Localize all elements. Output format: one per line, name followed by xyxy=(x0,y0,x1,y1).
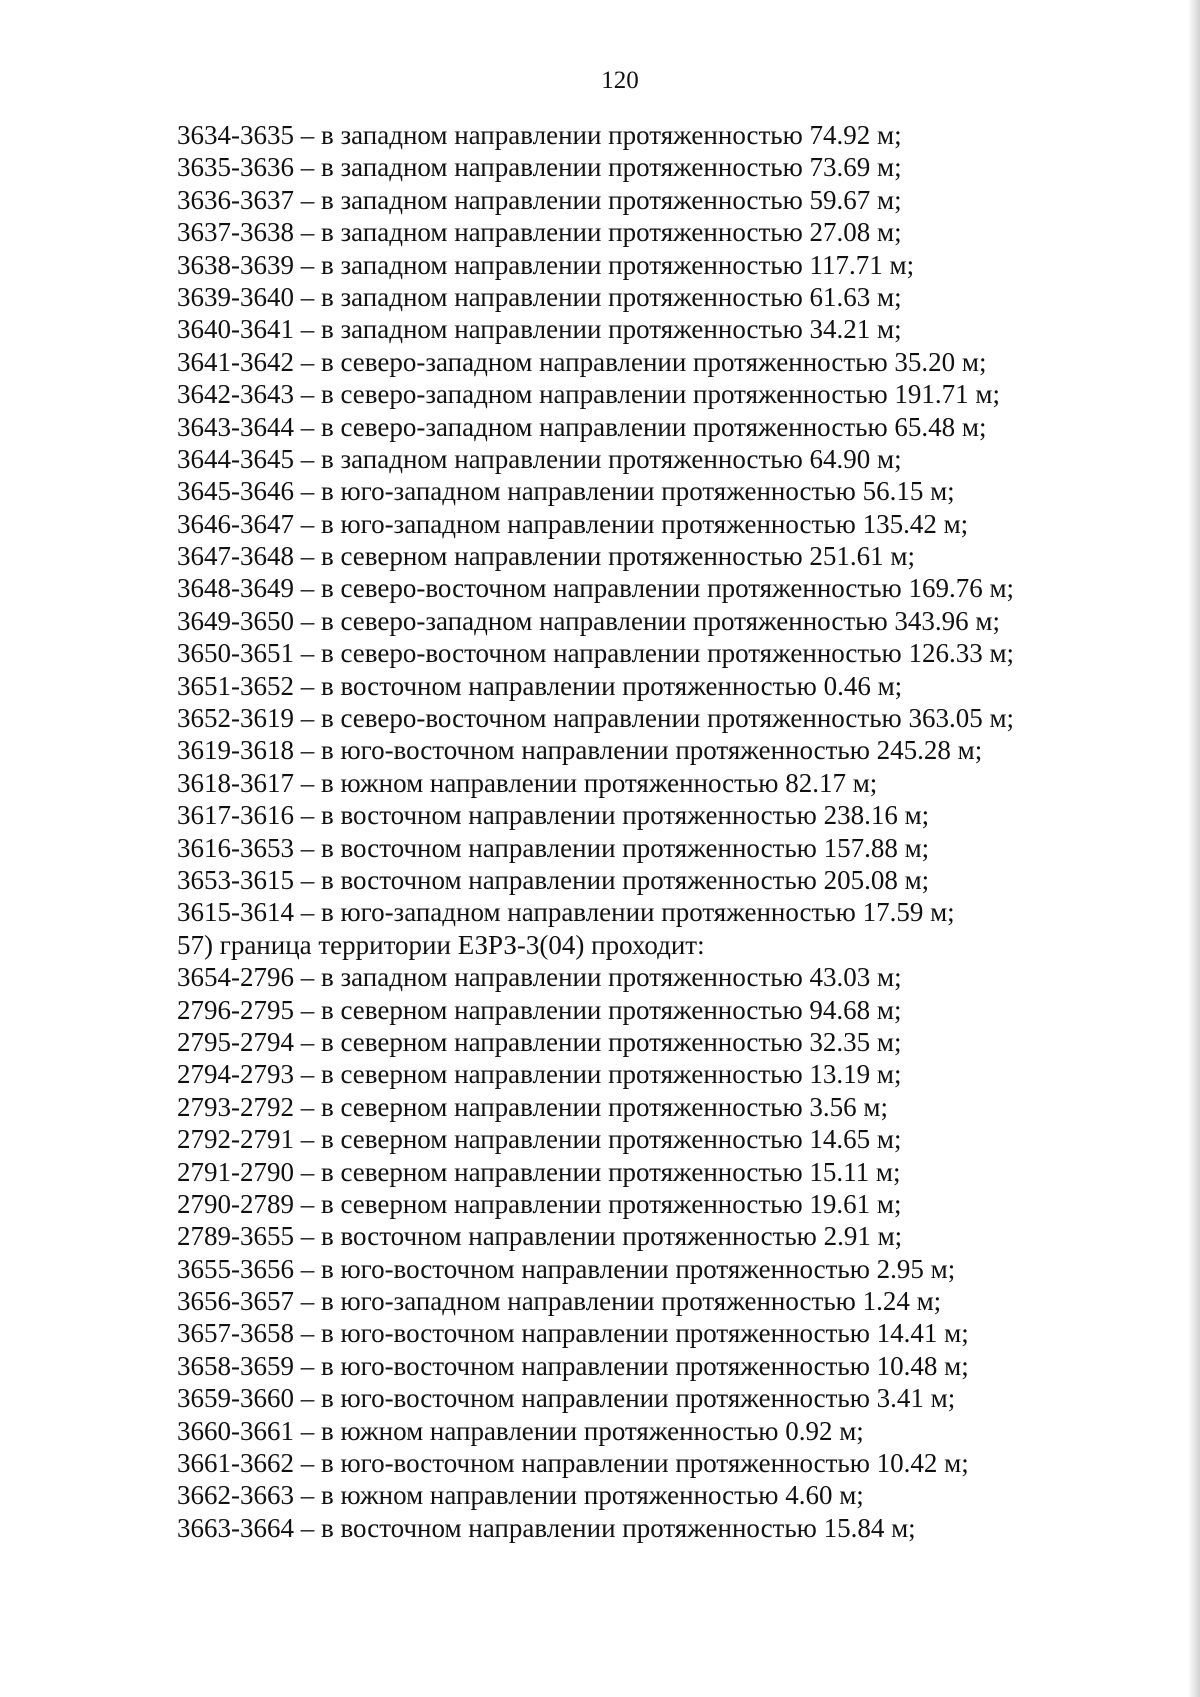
boundary-segment-line: 3651-3652 – в восточном направлении протяженностью 0.46 м; xyxy=(177,670,903,701)
boundary-segment-line: 3619-3618 – в юго-восточном направлении протяженностью 245.28 м; xyxy=(177,735,983,766)
boundary-segment-line: 3662-3663 – в южном направлении протяженностью 4.60 м; xyxy=(177,1480,864,1511)
boundary-segment-line: 3657-3658 – в юго-восточном направлении протяженностью 14.41 м; xyxy=(177,1318,969,1349)
boundary-segment-line: 3618-3617 – в южном направлении протяженностью 82.17 м; xyxy=(177,767,878,798)
boundary-description-list xyxy=(177,119,1127,1544)
boundary-segment-line: 3655-3656 – в юго-восточном направлении протяженностью 2.95 м; xyxy=(177,1253,956,1284)
boundary-segment-line: 2794-2793 – в северном направлении протяженностью 13.19 м; xyxy=(177,1059,902,1090)
boundary-segment-line: 3648-3649 – в северо-восточном направлении протяженностью 169.76 м; xyxy=(177,573,1015,604)
boundary-segment-line: 3649-3650 – в северо-западном направлении протяженностью 343.96 м; xyxy=(177,605,1000,636)
boundary-segment-line: 3635-3636 – в западном направлении протяженностью 73.69 м; xyxy=(177,152,902,183)
boundary-segment-line: 3660-3661 – в южном направлении протяженностью 0.92 м; xyxy=(177,1415,864,1446)
boundary-segment-line: 2792-2791 – в северном направлении протяженностью 14.65 м; xyxy=(177,1124,902,1155)
boundary-segment-line: 3615-3614 – в юго-западном направлении протяженностью 17.59 м; xyxy=(177,897,955,928)
boundary-segment-line: 3639-3640 – в западном направлении протяженностью 61.63 м; xyxy=(177,281,902,312)
boundary-segment-line: 3654-2796 – в западном направлении протяженностью 43.03 м; xyxy=(177,962,902,993)
scan-edge-shadow xyxy=(1188,0,1200,1697)
boundary-segment-line: 3642-3643 – в северо-западном направлении протяженностью 191.71 м; xyxy=(177,379,1000,410)
page-number: 120 xyxy=(601,67,639,94)
boundary-segment-line: 3658-3659 – в юго-восточном направлении протяженностью 10.48 м; xyxy=(177,1350,969,1381)
boundary-segment-line: 3647-3648 – в северном направлении протяженностью 251.61 м; xyxy=(177,541,916,572)
boundary-segment-line: 3617-3616 – в восточном направлении протяженностью 238.16 м; xyxy=(177,800,930,831)
boundary-segment-line: 3643-3644 – в северо-западном направлении протяженностью 65.48 м; xyxy=(177,411,987,442)
boundary-segment-line: 3650-3651 – в северо-восточном направлении протяженностью 126.33 м; xyxy=(177,638,1015,669)
boundary-segment-line: 2791-2790 – в северном направлении протяженностью 15.11 м; xyxy=(177,1156,901,1187)
boundary-segment-line: 3638-3639 – в западном направлении протяженностью 117.71 м; xyxy=(177,249,915,280)
boundary-segment-line: 3661-3662 – в юго-восточном направлении протяженностью 10.42 м; xyxy=(177,1448,969,1479)
boundary-segment-line: 3641-3642 – в северо-западном направлении протяженностью 35.20 м; xyxy=(177,346,987,377)
boundary-segment-line: 3659-3660 – в юго-восточном направлении протяженностью 3.41 м; xyxy=(177,1383,956,1414)
boundary-segment-line: 3663-3664 – в восточном направлении протяженностью 15.84 м; xyxy=(177,1512,916,1543)
boundary-segment-line: 3637-3638 – в западном направлении протяженностью 27.08 м; xyxy=(177,217,902,248)
boundary-segment-line: 2796-2795 – в северном направлении протяженностью 94.68 м; xyxy=(177,994,902,1025)
boundary-segment-line: 2790-2789 – в северном направлении протяженностью 19.61 м; xyxy=(177,1188,902,1219)
boundary-segment-line: 3652-3619 – в северо-восточном направлении протяженностью 363.05 м; xyxy=(177,703,1015,734)
boundary-segment-line: 3634-3635 – в западном направлении протяженностью 74.92 м; xyxy=(177,120,902,150)
boundary-segment-line: 3645-3646 – в юго-западном направлении протяженностью 56.15 м; xyxy=(177,476,955,507)
boundary-segment-line: 3616-3653 – в восточном направлении протяженностью 157.88 м; xyxy=(177,832,930,863)
boundary-segment-line: 3644-3645 – в западном направлении протяженностью 64.90 м; xyxy=(177,443,902,474)
boundary-segment-line: 3640-3641 – в западном направлении протяженностью 34.21 м; xyxy=(177,314,902,345)
boundary-segment-line: 2795-2794 – в северном направлении протяженностью 32.35 м; xyxy=(177,1026,902,1057)
section-heading: 57) граница территории ЕЗРЗ-3(04) проходит: xyxy=(177,929,705,960)
boundary-segment-line: 3656-3657 – в юго-западном направлении протяженностью 1.24 м; xyxy=(177,1286,942,1317)
boundary-segment-line: 2793-2792 – в северном направлении протяженностью 3.56 м; xyxy=(177,1091,889,1122)
boundary-segment-line: 3636-3637 – в западном направлении протяженностью 59.67 м; xyxy=(177,184,902,215)
boundary-segment-line: 2789-3655 – в восточном направлении протяженностью 2.91 м; xyxy=(177,1221,903,1252)
boundary-segment-line: 3646-3647 – в юго-западном направлении протяженностью 135.42 м; xyxy=(177,508,969,539)
boundary-segment-line: 3653-3615 – в восточном направлении протяженностью 205.08 м; xyxy=(177,864,930,895)
